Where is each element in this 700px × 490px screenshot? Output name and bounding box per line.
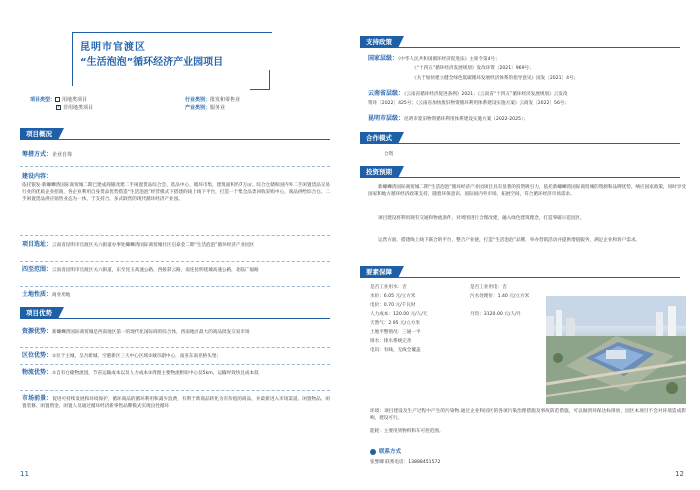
adv-location-label: 区位优势： bbox=[22, 352, 53, 359]
divider bbox=[20, 286, 330, 287]
section-factor bbox=[360, 266, 680, 278]
funding-value: 企业自筹 bbox=[52, 152, 73, 158]
category-label: 产业类别： bbox=[185, 104, 211, 111]
checkbox-icon[interactable] bbox=[55, 97, 60, 102]
adv-logistics bbox=[22, 368, 330, 377]
site-row bbox=[22, 240, 330, 249]
national-line-1: 《中华人民共和国循环经济促进法》主席令第4号； bbox=[398, 57, 500, 62]
category-value: 服务业 bbox=[210, 104, 226, 111]
page-title-line1: 昆明市官渡区 bbox=[80, 42, 146, 53]
boundary-row bbox=[22, 265, 330, 274]
adv-market-text: 促进可持续发展和环境保护，循环商品的循环利用和减少浪费，有利于新商品转化为有价值的商品，并最新进入市场渠道。闲置物品、闲置装修、闲置资金、闲置人员通过循环经济新零售品牌模式实现良性循环 bbox=[22, 397, 330, 410]
adv-logistics-text: ①自有仓储物流园，节省运输成本以及人力成本②周围主要物流枢纽中心仅5km，运输时效快且成本低 bbox=[52, 371, 259, 376]
section-policy-title: 支持政策 bbox=[360, 36, 398, 48]
adv-logistics-label: 物流优势： bbox=[22, 369, 53, 376]
page-title-line2: “生活泡泡”循环经济产业园项目 bbox=[80, 57, 224, 68]
contact-text: 张譬卿 联系电话：13888451572 bbox=[370, 460, 441, 465]
land-label: 土地性质： bbox=[22, 291, 53, 298]
expect-para-3: 运营方面，搭建线上线下联合的平台，整合产业链，打造“生活泡泡”品牌，举办营销活动并提供增值服务，满足企业和客户需求。 bbox=[378, 238, 641, 243]
industry-info bbox=[185, 97, 240, 113]
section-advantage-title: 项目优势 bbox=[20, 307, 58, 319]
province-policy bbox=[368, 89, 683, 98]
right-page bbox=[350, 0, 700, 490]
adv-resource-text: 新螺蛳湾国际商贸城是西南地区第一的现代化国际商贸综合体，西南地区最大的商品批发交易市场 bbox=[52, 330, 250, 335]
boundary-label: 四至范围： bbox=[22, 266, 53, 273]
industry-label: 行业类别： bbox=[185, 97, 211, 103]
factor-item: 电价：0.70 元/千瓦时 bbox=[370, 302, 416, 308]
city-text: 昆明市废旧物资循环利用体系建设实施方案（2022-2025）； bbox=[404, 117, 528, 122]
factor-item: 排水：排水系统完善 bbox=[370, 338, 412, 344]
factor-item: 污水处理价：1.40 元/立方米 bbox=[470, 293, 530, 299]
land-value: 商业用地 bbox=[52, 293, 71, 298]
factor-list bbox=[370, 284, 470, 356]
province-label: 云南省层级： bbox=[368, 90, 405, 97]
national-line-3: 《关于加快建立健全绿色低碳循环发展经济体系的指导意见》国发〔2021〕4号； bbox=[412, 76, 579, 81]
project-type-opt2: 非用地类项目 bbox=[63, 104, 94, 111]
adv-location bbox=[22, 351, 330, 360]
site-label: 项目选址： bbox=[22, 241, 53, 248]
phone-icon bbox=[370, 449, 376, 455]
factor-item bbox=[470, 302, 546, 311]
section-policy bbox=[360, 36, 680, 48]
factor-item: 是否工业用电：否 bbox=[470, 285, 507, 290]
adv-location-text: ①位于主城，呈吾新城、空港新区三大中心区域②城市副中心，南亚东南亚桥头堡； bbox=[52, 354, 222, 359]
factor-item: 土地平整情况：三通一平 bbox=[370, 329, 421, 335]
project-type-label: 项目类型： bbox=[30, 97, 56, 103]
site-aerial-photo bbox=[546, 296, 686, 404]
national-line-2: 《“十四五”循环经济发展规划》发改环资〔2021〕969号； bbox=[412, 66, 534, 71]
page-number-left: 11 bbox=[20, 470, 29, 479]
industry-value: 批发和零售业 bbox=[210, 97, 241, 103]
content-heading: 建设内容： bbox=[22, 173, 53, 180]
expect-para-2: 项目建设将利用现有交通和物流条件，对周围进行合理改建，融入绿色建筑理念，打造零碳示范园区。 bbox=[378, 216, 585, 221]
province-line-1: 《云南省循环经济促进条例》2021；《云南省“十四五”循环经济发展规划》云发改 bbox=[404, 92, 568, 97]
city-policy bbox=[368, 114, 683, 123]
section-expect bbox=[360, 166, 680, 178]
page-number-right: 12 bbox=[675, 470, 684, 479]
factor-item: 是否工业用水：否 bbox=[370, 285, 407, 290]
section-overview bbox=[20, 128, 330, 140]
section-expect-title: 投资预期 bbox=[360, 166, 398, 178]
title-frame-corner bbox=[250, 70, 270, 90]
section-factor-title: 要素保障 bbox=[360, 266, 398, 278]
funding-label: 筹措方式： bbox=[22, 151, 53, 158]
project-type-opt1: 用地类项目 bbox=[62, 97, 88, 103]
land-row bbox=[22, 290, 330, 299]
divider bbox=[20, 166, 330, 167]
adv-market bbox=[22, 394, 330, 410]
energy-text: 能耗：主要用到物料和车可控范围。 bbox=[370, 429, 444, 434]
divider bbox=[20, 235, 330, 236]
divider bbox=[20, 261, 330, 262]
factor-item: 月均：3120.00 元/人/月 bbox=[470, 311, 522, 317]
expect-para-1: 新螺蛳湾国际商贸城二期“生活泡泡”循环经济产业园项目具有显著的投资吸引力，依托新螺蛳湾国际商贸城的资源和品牌优势，响应国家政策，同时享受国家和地方循环经济政策支持，随着环保意识、国际国内外市场、拓展空间，符合循环经济市场需求。 bbox=[368, 185, 686, 198]
city-label: 昆明市层级： bbox=[368, 115, 405, 122]
section-coop-title: 合作模式 bbox=[360, 132, 398, 144]
aerial-photo-illustration bbox=[546, 296, 686, 404]
divider bbox=[20, 347, 330, 348]
boundary-text: 云南省昆明市官渡区关六街道，东至昆玉高速公路，西接彩云路，南连昆明绕城高速公路，北临广福路 bbox=[52, 268, 259, 273]
section-coop bbox=[360, 132, 680, 144]
national-label: 国家层级： bbox=[368, 55, 399, 62]
province-line-2: 资环〔2022〕425号；《云南省加快废旧物资循环利用体系建设实施方案》云商发〔2022〕56号； bbox=[368, 101, 570, 106]
content-text: 依托银发·新螺蛳湾国际商贸城二期已建成商铺改建二手闲置货品综合会、选品中心、循环市集，建筑面积约7万㎡。综合仓储和国内外二手闲置货品交易行业的优质企业招商，各企业利用自身货品优势搭造“生活泡泡”经营模式下搭建的线上线下平台，打造一个集全品类回收采购中心、商品供给综合仓、二手闲置货品供应销售业态为一体、于支持合、多式联营的现代循环经济产业园。 bbox=[22, 183, 330, 203]
divider bbox=[20, 390, 330, 391]
checkbox-checked-icon[interactable] bbox=[56, 105, 61, 110]
factor-item: 人力成本：120.00 元/人/天 bbox=[370, 311, 428, 317]
coop-value: 合资 bbox=[384, 152, 394, 157]
factor-item: 天然气：2.95 元/立方米 bbox=[370, 320, 420, 326]
funding-row bbox=[22, 150, 72, 160]
contact-title: 联系方式 bbox=[379, 449, 402, 455]
national-policy bbox=[368, 54, 683, 63]
factor-item: 电讯：有线、无线全覆盖 bbox=[370, 347, 421, 353]
section-advantage bbox=[20, 307, 330, 319]
project-type bbox=[30, 97, 93, 113]
adv-market-label: 市场前景： bbox=[22, 395, 53, 402]
environment-text: 环境：项目建设及生产过程中产生的污染物,通过企业和园区的各项污染治理措施及事故防范措施，可以做到环保达标排放，园区本项目不会对环境造成影响，建设可行。 bbox=[370, 409, 686, 422]
factor-item: 水价：6.05 元/立方米 bbox=[370, 293, 416, 299]
site-text: 云南省昆明市官渡区关六街道办事处螺蛳湾国际商贸城社区启泰金二期“生活泡泡”循环经济产业园区 bbox=[52, 243, 255, 248]
factor-list-col2 bbox=[470, 284, 546, 320]
divider bbox=[20, 364, 330, 365]
contact-heading bbox=[370, 448, 401, 457]
adv-resource-label: 资源优势： bbox=[22, 328, 53, 335]
section-overview-title: 项目概况 bbox=[20, 128, 58, 140]
adv-resource bbox=[22, 327, 330, 336]
